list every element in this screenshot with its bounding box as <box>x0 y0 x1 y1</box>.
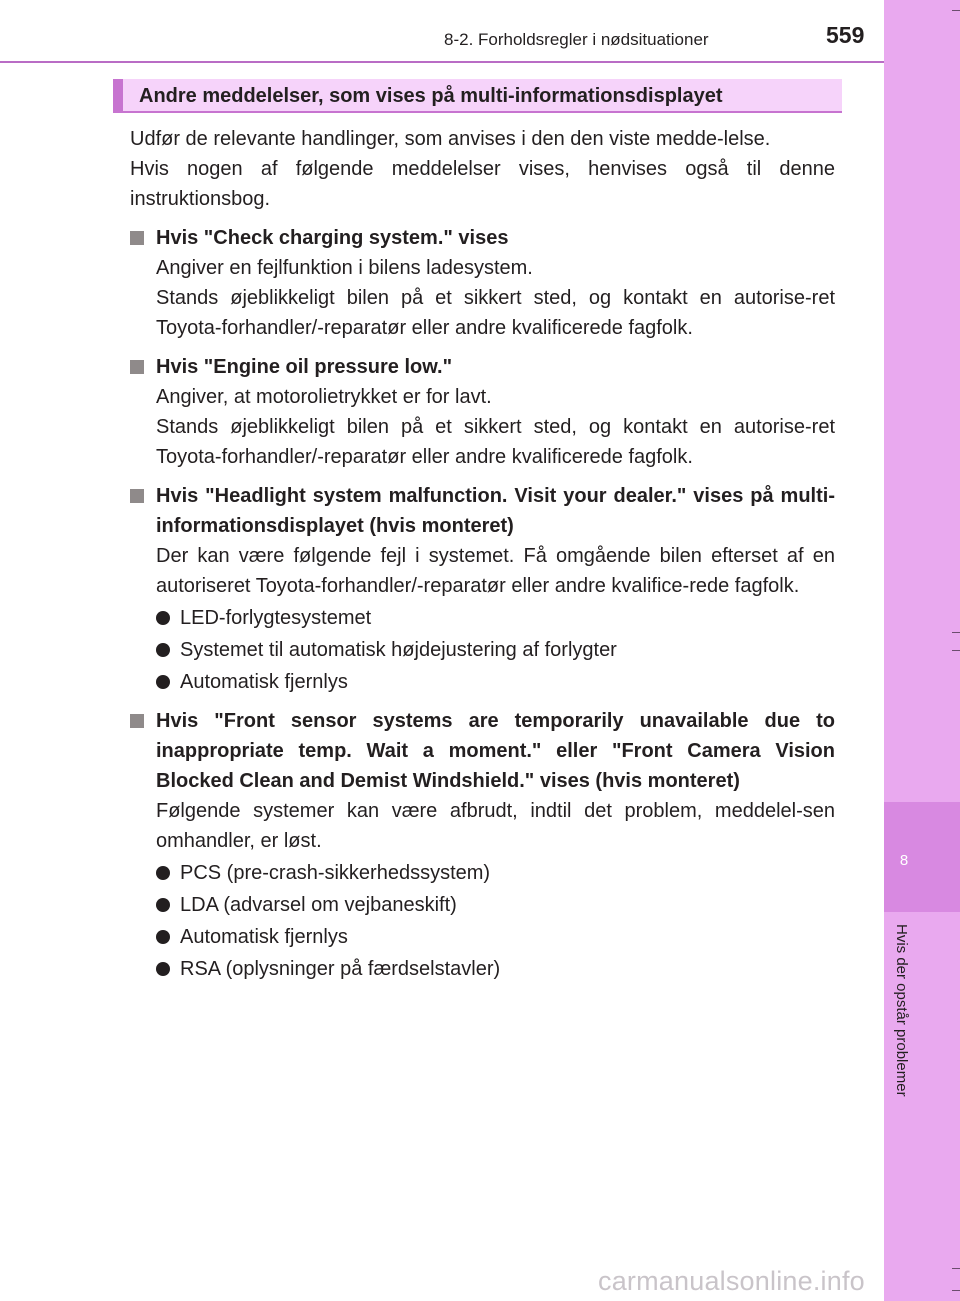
page-number: 559 <box>826 22 865 48</box>
list-item-text: Automatisk fjernlys <box>180 926 348 948</box>
list-item <box>130 667 835 697</box>
list-item-text: RSA (oplysninger på færdselstavler) <box>180 958 501 980</box>
chapter-title: Hvis der opstår problemer <box>893 924 910 1097</box>
round-bullet-icon <box>156 675 170 689</box>
section-heading <box>130 706 835 796</box>
chapter-side-tab <box>884 0 960 1301</box>
section-title-bar <box>113 79 842 113</box>
crop-mark <box>952 1290 960 1291</box>
list-item-text: LED-forlygtesystemet <box>180 607 372 629</box>
body-paragraph: Stands øjeblikkeligt bilen på et sikkert sted, og kontakt en autorise-ret Toyota-forhandler/-reparatør eller andre kvalificerede fagfolk. <box>156 416 835 468</box>
list-item-text: Automatisk fjernlys <box>180 671 348 693</box>
main-content <box>130 124 835 984</box>
section-heading <box>130 481 835 541</box>
round-bullet-icon <box>156 611 170 625</box>
round-bullet-icon <box>156 866 170 880</box>
round-bullet-icon <box>156 898 170 912</box>
crop-mark <box>952 10 960 11</box>
list-item-text: PCS (pre-crash-sikkerhedssystem) <box>180 862 491 884</box>
body-paragraph: Følgende systemer kan være afbrudt, indtil det problem, meddelel-sen omhandler, er løst. <box>156 800 835 852</box>
watermark: carmanualsonline.info <box>598 1266 865 1296</box>
body-paragraph: Angiver en fejlfunktion i bilens ladesystem. <box>156 257 533 279</box>
round-bullet-icon <box>156 930 170 944</box>
list-item <box>130 858 835 888</box>
section-title: Andre meddelelser, som vises på multi-informationsdisplayet <box>139 85 723 107</box>
square-bullet-icon <box>130 231 144 245</box>
header-rule <box>0 61 884 63</box>
list-item <box>130 922 835 952</box>
section-heading <box>130 223 835 253</box>
body-paragraph: Angiver, at motorolietrykket er for lavt. <box>156 386 492 408</box>
section-heading <box>130 352 835 382</box>
chapter-number: 8 <box>899 852 909 869</box>
section-heading-text: Hvis "Check charging system." vises <box>156 227 509 249</box>
intro-paragraph: Udfør de relevante handlinger, som anvises i den den viste medde-lelse. <box>130 128 771 150</box>
crop-mark <box>952 650 960 651</box>
list-item <box>130 603 835 633</box>
intro-paragraph: Hvis nogen af følgende meddelelser vises, henvises også til denne instruktionsbog. <box>130 158 835 210</box>
list-item-text: LDA (advarsel om vejbaneskift) <box>180 894 457 916</box>
list-item <box>130 890 835 920</box>
list-item <box>130 635 835 665</box>
list-item <box>130 954 835 984</box>
section-heading-text: Hvis "Engine oil pressure low." <box>156 356 453 378</box>
square-bullet-icon <box>130 360 144 374</box>
square-bullet-icon <box>130 714 144 728</box>
crop-mark <box>952 1268 960 1269</box>
section-heading-text: Hvis "Front sensor systems are temporarily unavailable due to inappropriate temp. Wait a moment." eller "Front Camera Vision Blocked Clean and Demist Windshield." vises (hvis monteret) <box>156 710 835 792</box>
section-path: 8-2. Forholdsregler i nødsituationer <box>444 30 709 49</box>
body-paragraph: Stands øjeblikkeligt bilen på et sikkert sted, og kontakt en autorise-ret Toyota-forhandler/-reparatør eller andre kvalificerede fagfolk. <box>156 287 835 339</box>
square-bullet-icon <box>130 489 144 503</box>
round-bullet-icon <box>156 643 170 657</box>
section-heading-text: Hvis "Headlight system malfunction. Visit your dealer." vises på multi-informationsdisplayet (hvis monteret) <box>156 485 835 537</box>
body-paragraph: Der kan være følgende fejl i systemet. Få omgående bilen efterset af en autoriseret Toyota-forhandler/-reparatør eller andre kvalifice-rede fagfolk. <box>156 545 835 597</box>
crop-mark <box>952 632 960 633</box>
list-item-text: Systemet til automatisk højdejustering af forlygter <box>180 639 617 661</box>
round-bullet-icon <box>156 962 170 976</box>
